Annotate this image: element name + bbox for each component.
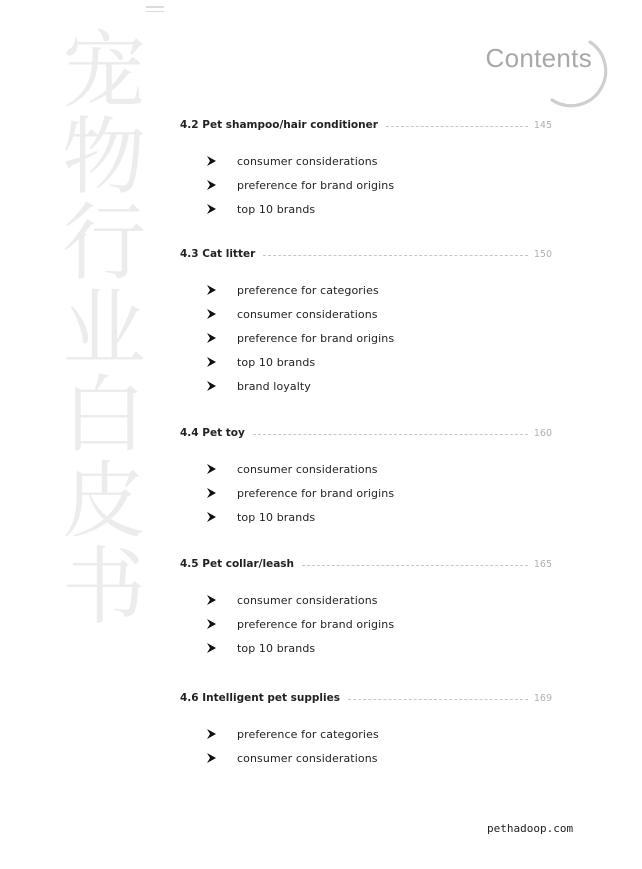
subtopic-label: consumer considerations <box>237 307 378 321</box>
page-number: 169 <box>533 692 552 704</box>
arrow-bullet-icon <box>207 156 237 166</box>
subtopic-label: consumer considerations <box>237 462 378 476</box>
list-item <box>207 326 394 350</box>
list-item <box>207 149 394 173</box>
dotted-leader <box>302 565 528 566</box>
list-item <box>207 505 394 529</box>
subtopic-label: brand loyalty <box>237 379 311 393</box>
subtopic-label: preference for brand origins <box>237 617 395 631</box>
dotted-leader <box>263 255 528 256</box>
list-item <box>207 350 394 374</box>
list-item <box>207 374 394 398</box>
dotted-leader <box>348 699 528 700</box>
subtopic-label: top 10 brands <box>237 202 316 216</box>
arrow-bullet-icon <box>207 464 237 474</box>
arrow-bullet-icon <box>207 595 237 605</box>
list-item <box>207 481 394 505</box>
watermark-char: 宠 <box>61 22 146 120</box>
toc-section <box>180 246 552 393</box>
section-title: 4.2 Pet shampoo/hair conditioner <box>180 119 378 131</box>
subtopic-label: preference for categories <box>237 727 379 741</box>
subtopic-label: preference for brand origins <box>237 178 395 192</box>
subtopic-label: preference for categories <box>237 283 379 297</box>
section-title: 4.5 Pet collar/leash <box>180 558 295 570</box>
subtopic-list <box>207 457 394 529</box>
arrow-bullet-icon <box>207 643 237 653</box>
arrow-bullet-icon <box>207 333 237 343</box>
subtopic-label: consumer considerations <box>237 154 378 168</box>
page-number: 150 <box>533 248 552 260</box>
page-title: Contents <box>485 43 592 73</box>
toc-entry[interactable] <box>180 690 552 706</box>
list-item <box>207 197 394 221</box>
watermark-char: 书 <box>61 538 146 636</box>
list-item <box>207 302 394 326</box>
dotted-leader <box>386 126 528 127</box>
section-title: 4.4 Pet toy <box>180 427 245 439</box>
subtopic-label: consumer considerations <box>237 593 378 607</box>
arrow-bullet-icon <box>207 619 237 629</box>
page-number: 165 <box>533 558 552 570</box>
subtopic-label: top 10 brands <box>237 355 316 369</box>
watermark-char: 物 <box>61 108 146 206</box>
arrow-bullet-icon <box>207 309 237 319</box>
page-number: 145 <box>533 119 552 131</box>
toc-section <box>180 690 552 765</box>
list-item <box>207 173 394 197</box>
section-title: 4.6 Intelligent pet supplies <box>180 692 341 704</box>
footer-website: pethadoop.com <box>487 822 574 835</box>
toc-entry[interactable] <box>180 425 552 441</box>
toc-entry[interactable] <box>180 246 552 262</box>
subtopic-list <box>207 588 394 660</box>
section-title: 4.3 Cat litter <box>180 248 256 260</box>
subtopic-label: preference for brand origins <box>237 486 395 500</box>
watermark-char: 业 <box>61 280 146 378</box>
watermark-title <box>58 22 150 636</box>
toc-entry[interactable] <box>180 117 552 133</box>
list-item <box>207 278 394 302</box>
arrow-bullet-icon <box>207 285 237 295</box>
arrow-bullet-icon <box>207 512 237 522</box>
toc-section <box>180 425 552 524</box>
subtopic-label: top 10 brands <box>237 641 316 655</box>
arrow-bullet-icon <box>207 753 237 763</box>
list-item <box>207 636 394 660</box>
toc-entry[interactable] <box>180 556 552 572</box>
arrow-bullet-icon <box>207 488 237 498</box>
arrow-bullet-icon <box>207 204 237 214</box>
page-number: 160 <box>533 427 552 439</box>
subtopic-list <box>207 149 394 221</box>
list-item <box>207 612 394 636</box>
subtopic-label: preference for brand origins <box>237 331 395 345</box>
subtopic-list <box>207 722 379 770</box>
dotted-leader <box>253 434 528 435</box>
list-item <box>207 722 379 746</box>
watermark-char: 皮 <box>61 452 146 550</box>
toc-section <box>180 556 552 655</box>
arrow-bullet-icon <box>207 729 237 739</box>
watermark-char: 白 <box>61 366 146 464</box>
subtopic-label: top 10 brands <box>237 510 316 524</box>
decorative-arc-icon <box>538 36 614 112</box>
subtopic-label: consumer considerations <box>237 751 378 765</box>
arrow-bullet-icon <box>207 357 237 367</box>
list-item <box>207 588 394 612</box>
list-item <box>207 457 394 481</box>
list-item <box>207 746 379 770</box>
subtopic-list <box>207 278 394 398</box>
watermark-char: 行 <box>61 194 146 292</box>
toc-section <box>180 117 552 216</box>
arrow-bullet-icon <box>207 180 237 190</box>
corner-mark <box>146 6 164 14</box>
arrow-bullet-icon <box>207 381 237 391</box>
